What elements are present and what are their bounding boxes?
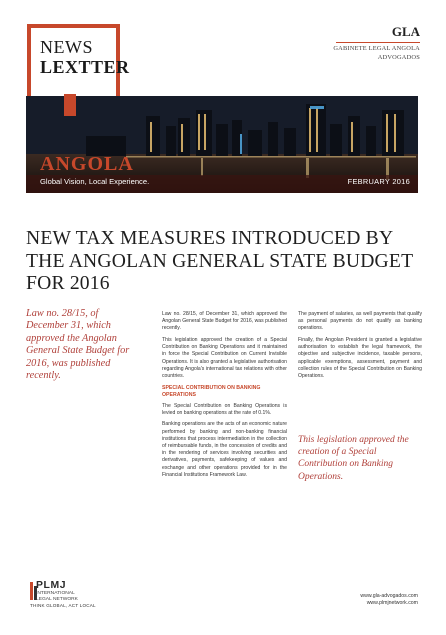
pull-quote: This legislation approved the creation of a Special Contribution on Banking Operations.	[298, 435, 409, 482]
firm-logo	[333, 24, 420, 62]
section-subheading: SPECIAL CONTRIBUTION ON BANKING OPERATIONS	[162, 384, 261, 398]
footer-link-plmj[interactable]: www.plmjnetwork.com	[366, 600, 418, 606]
masthead-line1: NEWS	[40, 37, 93, 57]
plmj-subtitle2: LEGAL NETWORK	[36, 596, 78, 602]
banner-tagline: Global Vision, Local Experience.	[40, 177, 150, 186]
column2-paragraph: The payment of salaries, as well payments that qualify as personal payments do not qualify as banking operations.	[298, 311, 422, 332]
page-title: NEW TAX MEASURES INTRODUCED BY THE ANGOLAN GENERAL STATE BUDGET FOR 2016	[26, 228, 413, 294]
firm-logo-subtitle2: ADVOGADOS	[377, 53, 420, 61]
footer-links	[360, 593, 418, 607]
column1-paragraph: This legislation approved the creation of a Special Contribution on Banking Operations and it maintained in force the Special Contribution on Current Invisible Operations. It is also granted a legislative authorisation regarding Angola's international tax relations with other countries.	[162, 337, 287, 380]
plmj-subtitle1: INTERNATIONAL	[36, 591, 75, 596]
column1-paragraph: Banking operations are the acts of an economic nature performed by banking and non-banking financial institutions that process intermediation in the collection of reimbursable funds, in the concession of credits and in the rendering of services involving securities and derivatives, payments, safekeeping of values and exchange and other operations provided for in the Financial Institutions Framework Law.	[162, 421, 287, 478]
plmj-slogan: THINK GLOBAL, ACT LOCAL	[30, 603, 96, 608]
footer-link-gla[interactable]: www.gla-advogados.com	[360, 593, 418, 599]
body-column-1	[162, 311, 287, 483]
plmj-name: PLMJ	[36, 580, 67, 591]
column1-paragraph: Law no. 28/15, of December 31, which approved the Angolan General State Budget for 2016, was published recently.	[162, 311, 287, 332]
banner-accent-bar	[64, 94, 76, 116]
masthead-line2: LEXTTER	[40, 57, 130, 77]
masthead	[40, 38, 130, 76]
intro-summary: Law no. 28/15, of December 31, which approved the Angolan General State Budget for 2016, was published recently.	[26, 308, 130, 382]
column2-paragraph: Finally, the Angolan President is granted a legislative authorisation to establish the legal framework, the objective and subjective incidence, taxable persons, applicable exemptions, assessment, payment and collection rules of the Special Contribution on Banking Operations.	[298, 337, 422, 380]
firm-logo-subtitle1: GABINETE LEGAL ANGOLA	[333, 45, 420, 52]
plmj-logo	[36, 580, 78, 602]
banner-country: ANGOLA	[40, 153, 134, 175]
banner-date: FEBRUARY 2016	[347, 177, 410, 186]
body-column-2	[298, 311, 422, 385]
firm-logo-title: GLA	[391, 24, 420, 39]
firm-logo-rule	[336, 42, 420, 43]
column1-paragraph: The Special Contribution on Banking Operations is levied on banking operations at the rate of 0.1%.	[162, 402, 287, 416]
